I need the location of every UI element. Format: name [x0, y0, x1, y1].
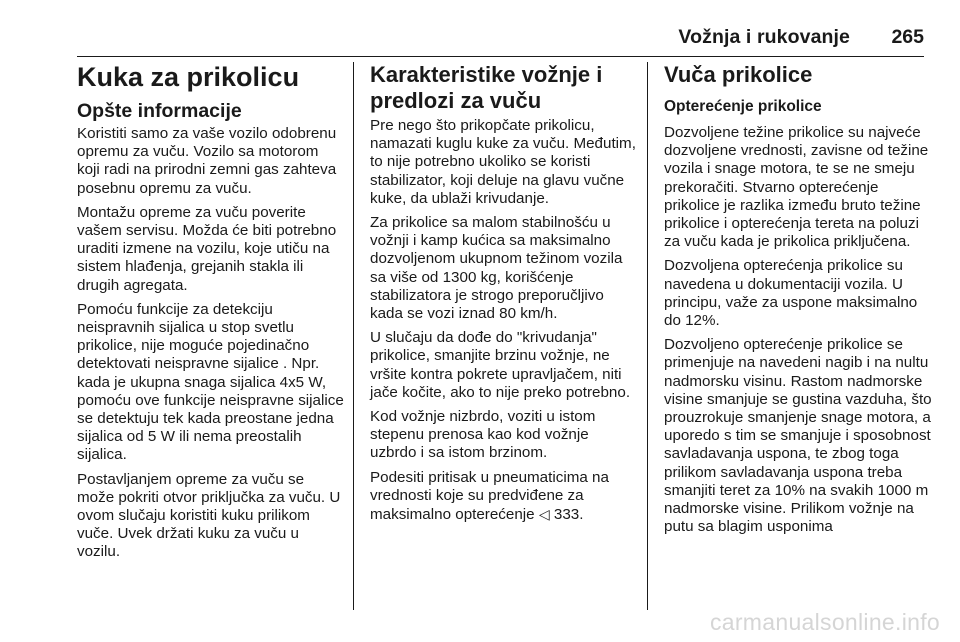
paragraph: Dozvoljena opterećenja prikolice su navedena u dokumentaciji vozila. U principu, važe za uspone maksimalno do 12%. — [664, 257, 918, 330]
paragraph: Dozvoljeno opterećenje prikolice se primenjuje na navedeni nagib i na nultu nadmorsku visinu. Rastom nadmorske visine smanjuje se gustina vazduha, što prouzrokuje smanjenje snage motora, a uporedo s tim se smanjuje i sposobnost savladavanja uspona, te zbog toga prilikom savladavanja uspona treba smanjiti teret za 10% na svakih 1000 m nadmorske visine. Prilikom vožnje na putu sa blagim usponima — [664, 336, 932, 536]
section-heading-driving: Karakteristike vožnje i predlozi za vuču — [370, 62, 603, 113]
paragraph: Montažu opreme za vuču poverite vašem servisu. Možda će biti potrebno uraditi izmene na vozilu, koje utiču na sistem hlađenja, grejanih stakla ili drugih agregata. — [77, 203, 337, 294]
column-left — [77, 62, 345, 568]
header-rule — [77, 56, 924, 57]
paragraph: U slučaju da dođe do "krivudanja" prikolice, smanjite brzinu vožnje, ne vršite kontra pokrete upravljačem, niti jače kočite, ako to nije preko potrebno. — [370, 329, 631, 401]
column-divider-1 — [353, 62, 354, 610]
page-reference-link[interactable]: 333. — [553, 506, 584, 524]
paragraph: Dozvoljene težine prikolice su najveće dozvoljene vrednosti, zavisne od težine vozila i snage motora, te se ne smeju prekoračiti. Stvarno opterećenje prikolice je razlika između bruto težine prikolice i opterećenja tereta na poluzi za vuču kada je prikolica priključena. — [664, 124, 929, 251]
page-number: 265 — [891, 26, 924, 48]
paragraph: Pomoću funkcije za detekciju neispravnih sijalica u stop svetlu prikolice, nije moguće pojedinačno detektovati neispravne sijalice . Npr. kada je ukupna snaga sijalica 4x5 W, pomoću ove funkcije neispravne sijalice se detektuju tek kada preostane jedna sijalica od 5 W ili nema preostalih sijalica. — [77, 300, 344, 464]
chapter-title: Kuka za prikolicu — [77, 62, 300, 92]
paragraph-text: Podesiti pritisak u pneumaticima na vrednosti koje su predviđene za maksimalno opterećenje — [370, 468, 609, 524]
watermark: carmanualsonline.info — [709, 609, 940, 635]
section-heading-general: Opšte informacije — [77, 100, 242, 122]
section-title: Vožnja i rukovanje — [678, 26, 850, 48]
paragraph: Pre nego što prikopčate prikolicu, namazati kuglu kuke za vuču. Međutim, to nije potrebno ukoliko se koristi stabilizator, koji deluje na glavu vučne kuke, da ublaži krivudanje. — [370, 117, 636, 207]
paragraph: Koristiti samo za vaše vozilo odobrenu opremu za vuču. Vozilo sa motorom koji radi na prirodni zemni gas zahteva posebnu opremu za vuču. — [77, 125, 337, 197]
paragraph: Postavljanjem opreme za vuču se može pokriti otvor priključka za vuču. U ovom slučaju koristiti kuku prilikom vuče. Uvek držati kuku za vuču u vozilu. — [77, 470, 341, 561]
section-heading-towing: Vuča prikolice — [664, 62, 813, 87]
paragraph: Kod vožnje nizbrdo, voziti u istom stepenu prenosa kao kod vožnje uzbrdo i sa istom brzinom. — [370, 408, 596, 462]
column-middle — [370, 62, 638, 530]
paragraph: Za prikolice sa malom stabilnošću u vožnji i kamp kućica sa maksimalno dozvoljenom ukupnom težinom vozila sa više od 1300 kg, korišćenje stabilizatora je strogo preporučljivo kada se vozi iznad 80 km/h. — [370, 214, 623, 323]
page-reference-arrow-icon: ◁ — [538, 506, 550, 523]
column-right — [664, 62, 932, 542]
column-divider-2 — [647, 62, 648, 610]
subsection-heading-trailer-load: Opterećenje prikolice — [664, 98, 822, 115]
paragraph-with-reference — [370, 469, 638, 525]
page-header — [0, 26, 960, 56]
